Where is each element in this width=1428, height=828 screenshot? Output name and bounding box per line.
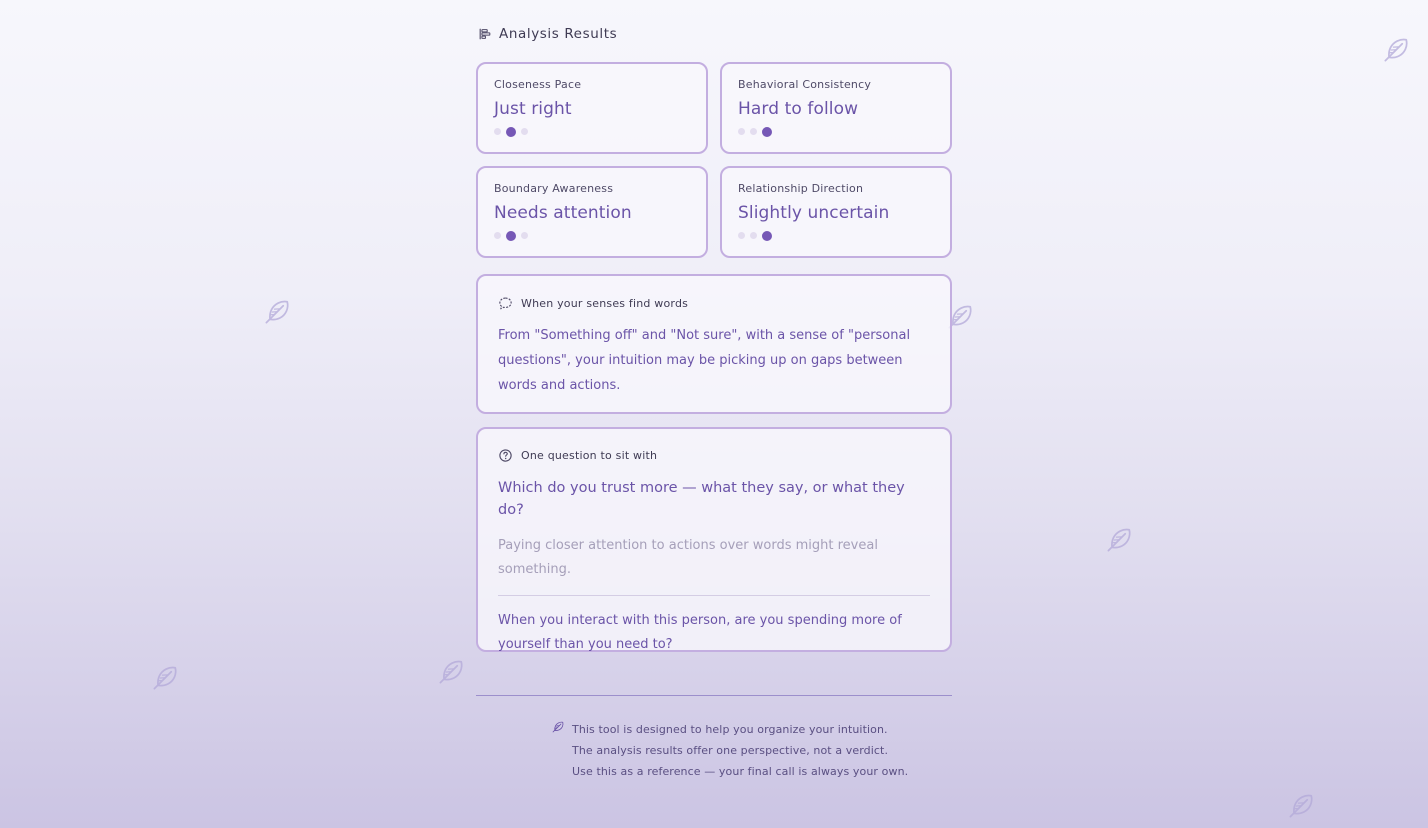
- level-dot-active: [506, 127, 516, 137]
- results-list-icon: [478, 27, 492, 41]
- feather-icon: [1104, 525, 1134, 555]
- metric-label: Closeness Pace: [494, 78, 582, 91]
- disclaimer-note: [551, 719, 908, 782]
- level-dot: [750, 232, 757, 239]
- senses-words-card: [476, 274, 952, 414]
- level-dot: [521, 232, 528, 239]
- card-title: When your senses find words: [521, 297, 689, 310]
- metric-card-closeness-pace: [476, 62, 708, 154]
- level-dot: [521, 128, 528, 135]
- follow-up-question: When you interact with this person, are you spending more of yourself than you need to?: [498, 613, 902, 652]
- level-dots: [494, 126, 706, 137]
- metric-card-boundary-awareness: [476, 166, 708, 258]
- metric-value: Needs attention: [494, 203, 632, 223]
- level-dot-active: [762, 127, 772, 137]
- disclaimer-line: Use this as a reference — your final call is always your own.: [572, 765, 909, 778]
- metric-label: Boundary Awareness: [494, 182, 614, 195]
- disclaimer-line: This tool is designed to help you organize your intuition.: [572, 723, 888, 736]
- level-dot: [750, 128, 757, 135]
- metric-card-relationship-direction: [720, 166, 952, 258]
- senses-summary-text: From "Something off" and "Not sure", with a sense of "personal questions", your intuition may be picking up on gaps between words and actions.: [498, 328, 911, 393]
- metric-value: Slightly uncertain: [738, 203, 890, 223]
- feather-icon: [1381, 35, 1411, 65]
- feather-icon: [551, 720, 565, 734]
- feather-icon: [436, 657, 466, 687]
- feather-icon: [1286, 791, 1316, 821]
- level-dot-active: [506, 231, 516, 241]
- metric-label: Relationship Direction: [738, 182, 864, 195]
- metric-value: Hard to follow: [738, 99, 859, 119]
- level-dot: [738, 128, 745, 135]
- level-dot: [738, 232, 745, 239]
- question-circle-icon: [498, 448, 513, 463]
- disclaimer-line: The analysis results offer one perspective, not a verdict.: [572, 744, 889, 757]
- footer-divider: [476, 695, 952, 696]
- metric-value: Just right: [494, 99, 572, 119]
- level-dots: [738, 230, 950, 241]
- level-dots: [738, 126, 950, 137]
- metric-label: Behavioral Consistency: [738, 78, 872, 91]
- card-header: [498, 448, 930, 463]
- divider: [498, 595, 930, 596]
- question-hint: Paying closer attention to actions over words might reveal something.: [498, 538, 878, 577]
- card-title: One question to sit with: [521, 449, 658, 462]
- card-header: [498, 296, 930, 311]
- question-card: [476, 427, 952, 652]
- feather-icon: [262, 297, 292, 327]
- speech-bubble-icon: [498, 296, 513, 311]
- page-title: Analysis Results: [499, 26, 618, 42]
- level-dot-active: [762, 231, 772, 241]
- level-dot: [494, 232, 501, 239]
- main-question: Which do you trust more — what they say, or what they do?: [498, 480, 905, 518]
- level-dot: [494, 128, 501, 135]
- feather-icon: [150, 663, 180, 693]
- level-dots: [494, 230, 706, 241]
- analysis-results-header: [478, 26, 617, 42]
- metric-card-behavioral-consistency: [720, 62, 952, 154]
